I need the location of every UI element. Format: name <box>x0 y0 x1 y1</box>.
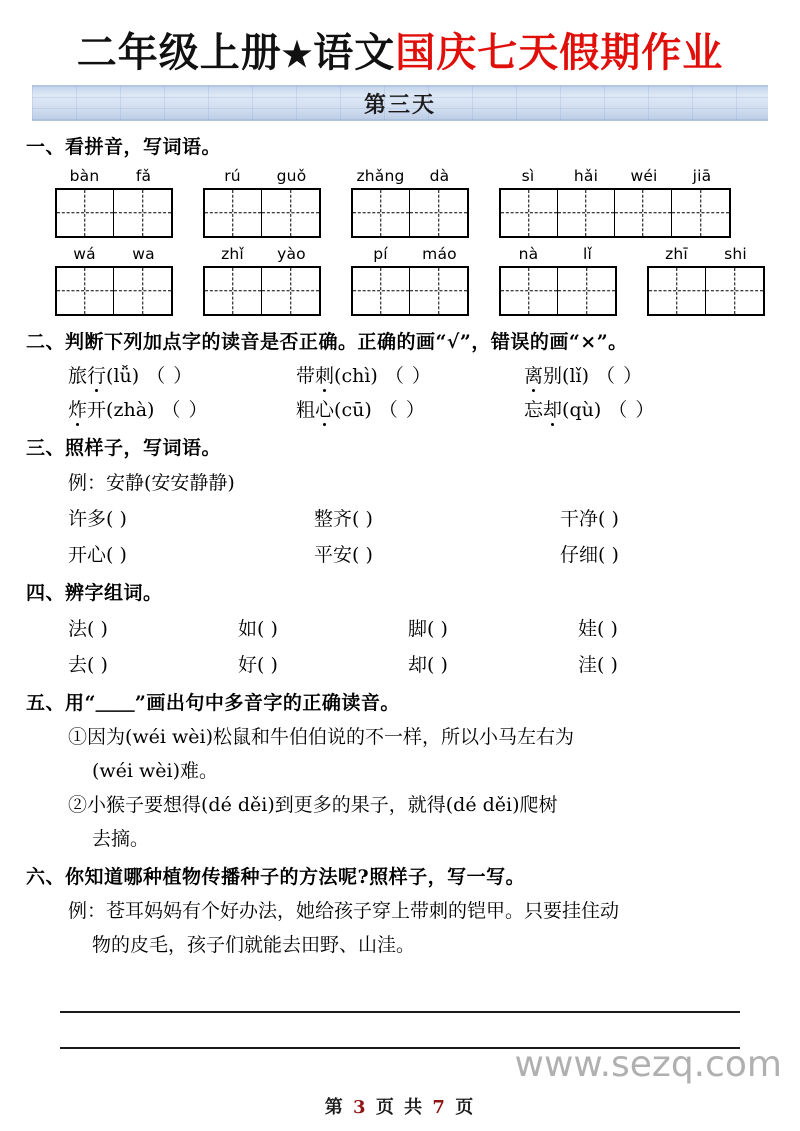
judge-word-char: 开 <box>87 399 107 421</box>
judge-item[interactable] <box>68 395 296 422</box>
judge-answer-blank[interactable]: （ ） <box>139 365 194 387</box>
tianzige-cell[interactable] <box>558 190 615 236</box>
section-three-heading: 三、照样子，写词语。 <box>26 437 222 459</box>
title-subject-text: 语文 <box>313 29 396 76</box>
word-answer-item[interactable]: 洼( ) <box>578 654 618 676</box>
judge-word-char: 带 <box>296 365 316 387</box>
page-number-prefix: 第 <box>324 1097 345 1118</box>
judge-word-char: 别 <box>543 365 563 387</box>
pinyin-syllable: guǒ <box>276 167 307 185</box>
tianzige-cell[interactable] <box>706 268 763 314</box>
judge-row-2 <box>26 395 774 422</box>
answer-writing-lines <box>26 977 774 1049</box>
word-answer-item[interactable]: 整齐( ) <box>314 508 373 530</box>
character-row-2 <box>26 650 774 677</box>
word-answer-item[interactable]: 如( ) <box>238 618 278 640</box>
tianzige-grid[interactable] <box>55 188 173 238</box>
tianzige-grid[interactable] <box>499 266 617 316</box>
pinyin-word-group <box>203 167 321 238</box>
section-five-item2-line2: 去摘。 <box>92 828 150 850</box>
answer-line-2[interactable] <box>60 1013 740 1049</box>
section-six-heading: 六、你知道哪种植物传播种子的方法呢?照样子，写一写。 <box>26 866 526 888</box>
section-five-item2-line1: ②小猴子要想得(dé děi)到更多的果子，就得(dé děi)爬树 <box>68 794 558 816</box>
pinyin-word-group <box>647 245 765 316</box>
judge-pinyin: (lǚ) <box>106 365 140 387</box>
dotted-char: 心 <box>315 395 334 422</box>
pinyin-word-group <box>351 245 469 316</box>
judge-answer-blank[interactable]: （ ） <box>371 399 426 421</box>
judge-answer-blank[interactable]: （ ） <box>154 399 209 421</box>
tianzige-grid[interactable] <box>351 266 469 316</box>
pinyin-syllable: wa <box>132 245 155 263</box>
section-two <box>26 327 774 422</box>
word-answer-item[interactable]: 许多( ) <box>68 508 127 530</box>
section-one <box>26 132 774 316</box>
pinyin-syllable: sì <box>521 167 535 185</box>
tianzige-grid[interactable] <box>499 188 731 238</box>
pinyin-syllable: rú <box>224 167 241 185</box>
page-title <box>26 0 774 76</box>
title-highlight-text: 国庆七天假期作业 <box>395 29 724 76</box>
tianzige-cell[interactable] <box>205 268 262 314</box>
pinyin-syllable: wá <box>73 245 96 263</box>
pinyin-label-set <box>647 245 765 266</box>
section-four-heading: 四、辨字组词。 <box>26 582 163 604</box>
section-six <box>26 862 774 957</box>
tianzige-cell[interactable] <box>262 268 319 314</box>
tianzige-cell[interactable] <box>501 268 558 314</box>
tianzige-cell[interactable] <box>649 268 706 314</box>
dotted-char: 炸 <box>68 395 87 422</box>
pinyin-syllable: fǎ <box>135 167 152 185</box>
tianzige-grid[interactable] <box>55 266 173 316</box>
tianzige-grid[interactable] <box>203 188 321 238</box>
word-answer-item[interactable]: 去( ) <box>68 654 108 676</box>
judge-pinyin: (lǐ) <box>562 365 590 387</box>
pinyin-grid-row-2 <box>26 245 774 316</box>
judge-word-char: 旅 <box>68 365 88 387</box>
dotted-char: 行 <box>87 361 106 388</box>
judge-item[interactable] <box>296 395 524 422</box>
section-four <box>26 578 774 677</box>
page-number <box>0 1093 800 1119</box>
tianzige-grid[interactable] <box>203 266 321 316</box>
page-number-total: 7 <box>432 1097 447 1118</box>
tianzige-cell[interactable] <box>262 190 319 236</box>
judge-word-char: 忘 <box>524 399 544 421</box>
tianzige-cell[interactable] <box>205 190 262 236</box>
pinyin-label-set <box>203 167 321 188</box>
tianzige-cell[interactable] <box>57 268 114 314</box>
tianzige-cell[interactable] <box>114 268 171 314</box>
judge-pinyin: (zhà) <box>106 399 155 421</box>
pinyin-syllable: zhǐ <box>221 245 244 263</box>
page-number-suffix: 页 <box>455 1097 476 1118</box>
pinyin-grid-row-1 <box>26 167 774 238</box>
judge-word-char: 粗 <box>296 399 316 421</box>
page-number-current: 3 <box>353 1097 368 1118</box>
pinyin-syllable: yào <box>277 245 306 263</box>
tianzige-cell[interactable] <box>558 268 615 314</box>
pinyin-syllable: zhī <box>665 245 688 263</box>
pinyin-label-set <box>499 245 617 266</box>
pinyin-label-set <box>203 245 321 266</box>
pinyin-syllable: shi <box>724 245 747 263</box>
judge-pinyin: (chì) <box>334 365 378 387</box>
judge-item[interactable] <box>524 361 643 388</box>
pinyin-label-set <box>55 245 173 266</box>
pinyin-word-group <box>351 167 469 238</box>
judge-answer-blank[interactable]: （ ） <box>601 399 656 421</box>
tianzige-grid[interactable] <box>351 188 469 238</box>
section-one-heading: 一、看拼音，写词语。 <box>26 136 222 158</box>
judge-item[interactable] <box>68 361 296 388</box>
tianzige-cell[interactable] <box>353 268 410 314</box>
pinyin-word-group <box>499 245 617 316</box>
pinyin-syllable: pí <box>373 245 388 263</box>
word-answer-item[interactable]: 仔细( ) <box>560 544 619 566</box>
judge-answer-blank[interactable]: （ ） <box>589 365 644 387</box>
word-answer-item[interactable]: 开心( ) <box>68 544 127 566</box>
judge-row-1 <box>26 361 774 388</box>
pinyin-label-set <box>351 245 469 266</box>
judge-answer-blank[interactable]: （ ） <box>377 365 432 387</box>
tianzige-cell[interactable] <box>114 190 171 236</box>
pinyin-word-group <box>55 245 173 316</box>
pinyin-syllable: zhǎng <box>356 167 405 185</box>
tianzige-grid[interactable] <box>647 266 765 316</box>
pinyin-syllable: máo <box>422 245 457 263</box>
judge-item[interactable] <box>296 361 524 388</box>
judge-pinyin: (qù) <box>562 399 602 421</box>
word-answer-item[interactable]: 却( ) <box>408 654 448 676</box>
word-answer-item[interactable]: 法( ) <box>68 618 108 640</box>
pinyin-syllable: lǐ <box>582 245 592 263</box>
word-answer-item[interactable]: 娃( ) <box>578 618 618 640</box>
tianzige-cell[interactable] <box>410 268 467 314</box>
pinyin-syllable: hǎi <box>573 167 599 185</box>
dotted-char: 离 <box>524 361 543 388</box>
section-five-item1-line2: (wéi wèi)难。 <box>92 760 219 782</box>
tianzige-cell[interactable] <box>615 190 672 236</box>
judge-item[interactable] <box>524 395 655 422</box>
section-two-heading: 二、判断下列加点字的读音是否正确。正确的画“√”，错误的画“×”。 <box>26 331 628 353</box>
tianzige-cell[interactable] <box>501 190 558 236</box>
day-banner-label: 第三天 <box>363 91 436 118</box>
section-five <box>26 688 774 851</box>
dotted-char: 却 <box>543 395 562 422</box>
section-five-item1-line1: ①因为(wéi wèi)松鼠和牛伯伯说的不一样，所以小马左右为 <box>68 726 575 748</box>
section-five-heading: 五、用“＿＿”画出句中多音字的正确读音。 <box>26 692 400 714</box>
word-row-1 <box>26 504 774 531</box>
section-six-example-line2: 物的皮毛，孩子们就能去田野、山洼。 <box>92 934 416 956</box>
word-answer-item[interactable]: 脚( ) <box>408 618 448 640</box>
pinyin-word-group <box>55 167 173 238</box>
title-grade-text: 二年级上册 <box>76 29 282 76</box>
pinyin-label-set <box>499 167 731 188</box>
pinyin-label-set <box>351 167 469 188</box>
word-answer-item[interactable]: 干净( ) <box>560 508 619 530</box>
section-six-example-line1: 例：苍耳妈妈有个好办法，她给孩子穿上带刺的铠甲。只要挂住动 <box>68 900 620 922</box>
tianzige-cell[interactable] <box>410 190 467 236</box>
page-number-mid: 页 共 <box>375 1097 425 1118</box>
judge-pinyin: (cū) <box>334 399 372 421</box>
day-banner <box>32 85 768 121</box>
word-answer-item[interactable]: 平安( ) <box>314 544 373 566</box>
pinyin-syllable: bàn <box>69 167 100 185</box>
word-answer-item[interactable]: 好( ) <box>238 654 278 676</box>
pinyin-label-set <box>55 167 173 188</box>
tianzige-cell[interactable] <box>57 190 114 236</box>
pinyin-word-group <box>499 167 731 238</box>
word-row-2 <box>26 540 774 567</box>
answer-line-1[interactable] <box>60 977 740 1013</box>
site-watermark: www.sezq.com <box>514 1044 782 1085</box>
pinyin-syllable: nà <box>518 245 539 263</box>
section-three-example: 例：安静(安安静静) <box>68 472 235 494</box>
pinyin-word-group <box>203 245 321 316</box>
character-row-1 <box>26 614 774 641</box>
section-three <box>26 433 774 567</box>
tianzige-cell[interactable] <box>353 190 410 236</box>
tianzige-cell[interactable] <box>672 190 729 236</box>
star-icon: ★ <box>281 35 314 75</box>
dotted-char: 刺 <box>315 361 334 388</box>
pinyin-syllable: wéi <box>630 167 658 185</box>
pinyin-syllable: jiā <box>692 167 712 185</box>
pinyin-syllable: dà <box>429 167 450 185</box>
